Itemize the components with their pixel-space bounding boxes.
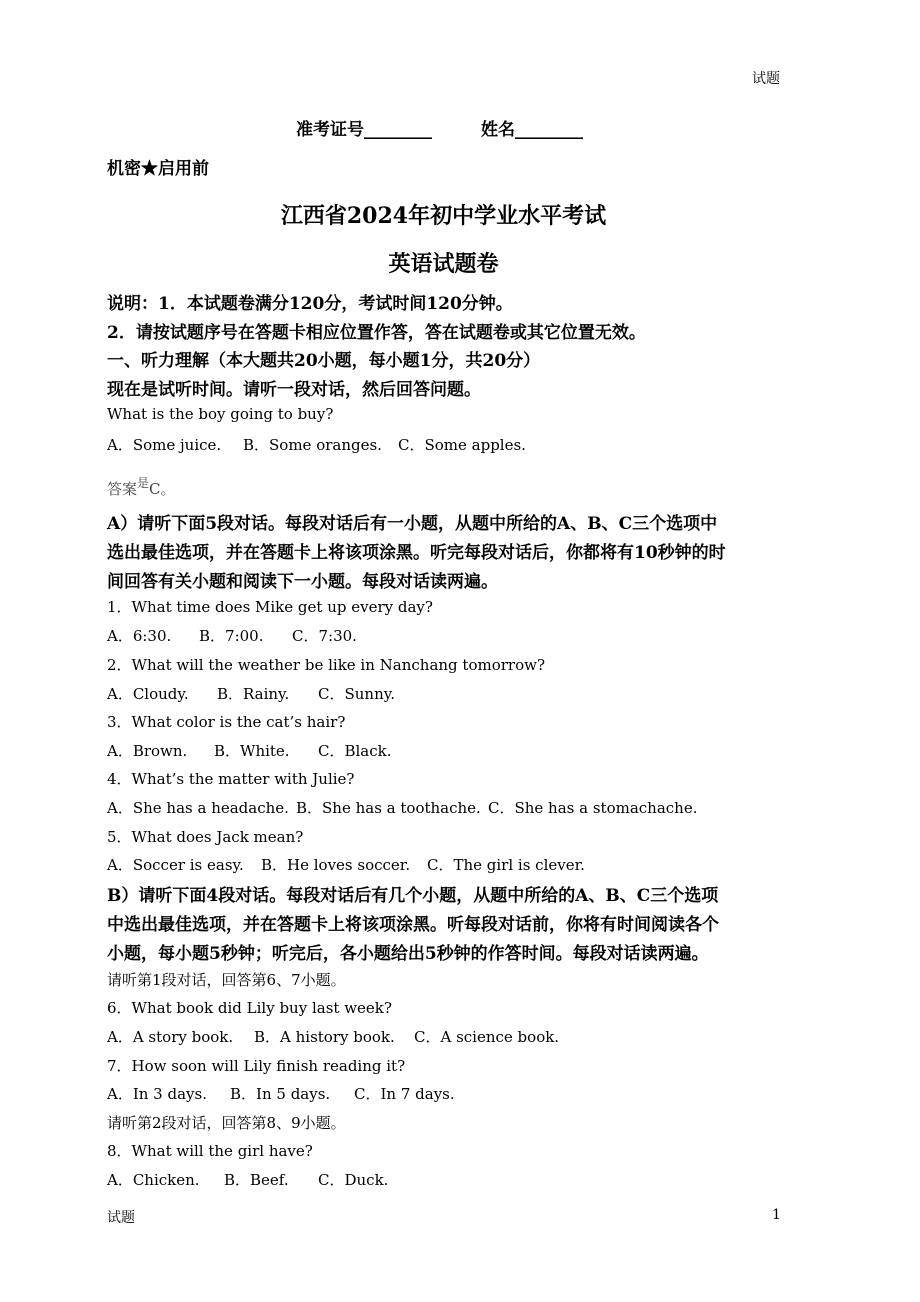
confidential-mark: 机密★启用前: [107, 159, 209, 179]
question-3: 3．What color is the cat’s hair?: [107, 713, 346, 731]
part-b-line-3: 小题，每小题5秒钟；听完后，各小题给出5秒钟的作答时间。每段对话读两遍。: [107, 944, 709, 964]
dialog-2-instruction: 请听第2段对话，回答第8、9小题。: [107, 1114, 346, 1132]
q8-option-c: C．Duck.: [318, 1171, 389, 1189]
q2-option-b: B．Rainy.: [217, 685, 290, 703]
q7-option-b: B．In 5 days.: [230, 1085, 331, 1103]
name-field: 姓名________: [481, 120, 583, 140]
question-4: 4．What’s the matter with Julie?: [107, 770, 355, 788]
part-a-line-2: 选出最佳选项，并在答题卡上将该项涂黑。听完每段对话后，你都将有10秒钟的时: [107, 543, 726, 563]
footer-label: 试题: [107, 1210, 135, 1226]
page-subtitle: 英语试题卷: [388, 251, 499, 277]
practice-option-c: C．Some apples.: [398, 436, 526, 454]
practice-question: What is the boy going to buy?: [107, 405, 334, 423]
q4-option-b: B．She has a toothache.: [296, 799, 481, 817]
page-title: 江西省2024年初中学业水平考试: [280, 203, 607, 229]
note-1: 说明：1．本试题卷满分120分，考试时间120分钟。: [107, 294, 513, 314]
q6-option-b: B．A history book.: [254, 1028, 395, 1046]
question-8: 8．What will the girl have?: [107, 1142, 313, 1160]
q4-option-a: A．She has a headache.: [107, 799, 289, 817]
part-b-line-2: 中选出最佳选项，并在答题卡上将该项涂黑。听每段对话前，你将有时间阅读各个: [107, 915, 719, 935]
q3-option-a: A．Brown.: [107, 742, 188, 760]
q8-option-a: A．Chicken.: [107, 1171, 200, 1189]
q5-option-a: A．Soccer is easy.: [107, 856, 244, 874]
part-b-line-1: B）请听下面4段对话。每段对话后有几个小题，从题中所给的A、B、C三个选项: [107, 886, 719, 906]
q7-option-c: C．In 7 days.: [354, 1085, 455, 1103]
dialog-1-instruction: 请听第1段对话，回答第6、7小题。: [107, 971, 346, 989]
q2-option-a: A．Cloudy.: [107, 685, 189, 703]
admission-number-field: 准考证号________: [296, 120, 432, 140]
answer-value: C。: [149, 480, 176, 498]
section-heading: 一、听力理解（本大题共20小题，每小题1分，共20分）: [107, 351, 541, 371]
practice-intro: 现在是试听时间。请听一段对话，然后回答问题。: [107, 380, 481, 400]
header-label: 试题: [752, 71, 780, 87]
q6-option-c: C．A science book.: [414, 1028, 560, 1046]
q1-option-a: A．6:30.: [107, 627, 172, 645]
question-2: 2．What will the weather be like in Nanchang tomorrow?: [107, 656, 545, 674]
question-1: 1．What time does Mike get up every day?: [107, 598, 433, 616]
practice-answer: [107, 474, 176, 499]
part-a-line-1: A）请听下面5段对话。每段对话后有一小题，从题中所给的A、B、C三个选项中: [107, 514, 718, 534]
question-5: 5．What does Jack mean?: [107, 828, 304, 846]
practice-option-a: A．Some juice.: [107, 436, 222, 454]
q1-option-b: B．7:00.: [199, 627, 264, 645]
part-a-line-3: 间回答有关小题和阅读下一小题。每段对话读两遍。: [107, 572, 498, 592]
q3-option-c: C．Black.: [318, 742, 392, 760]
page-number: 1: [772, 1207, 781, 1223]
q4-option-c: C．She has a stomachache.: [488, 799, 698, 817]
q1-option-c: C．7:30.: [292, 627, 357, 645]
q2-option-c: C．Sunny.: [318, 685, 395, 703]
q8-option-b: B．Beef.: [224, 1171, 289, 1189]
q5-option-b: B．He loves soccer.: [261, 856, 411, 874]
answer-prefix: 答案: [107, 480, 138, 498]
question-7: 7．How soon will Lily finish reading it?: [107, 1057, 406, 1075]
practice-option-b: B．Some oranges.: [243, 436, 382, 454]
q5-option-c: C．The girl is clever.: [427, 856, 585, 874]
answer-superscript: 是: [137, 476, 150, 490]
question-6: 6．What book did Lily buy last week?: [107, 999, 392, 1017]
q7-option-a: A．In 3 days.: [107, 1085, 207, 1103]
q6-option-a: A．A story book.: [107, 1028, 234, 1046]
note-2: 2．请按试题序号在答题卡相应位置作答，答在试题卷或其它位置无效。: [107, 323, 646, 343]
q3-option-b: B．White.: [214, 742, 290, 760]
